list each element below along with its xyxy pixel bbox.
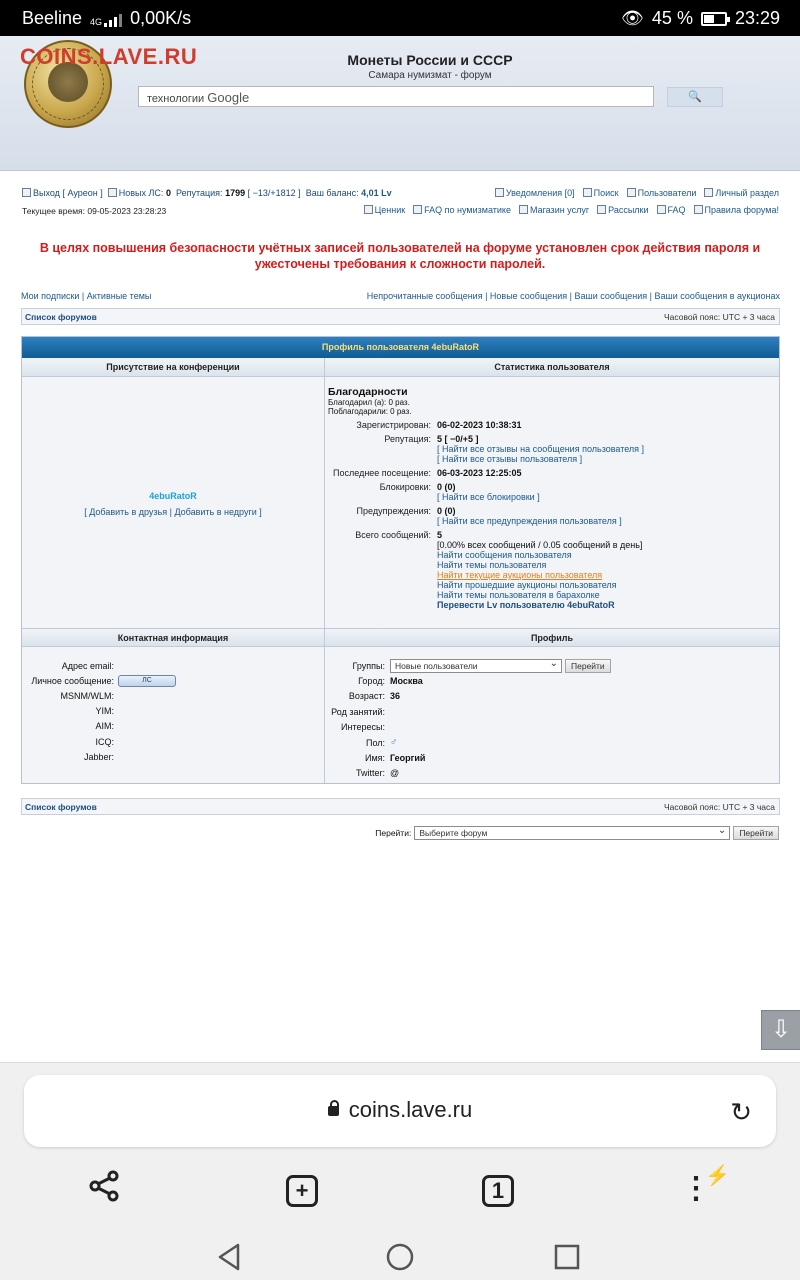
- rep-link-user[interactable]: [ Найти все отзывы пользователя ]: [437, 454, 583, 464]
- logo-text[interactable]: COINS.LAVE.RU: [20, 44, 198, 69]
- signal-icon: [90, 11, 122, 27]
- new-tab-icon[interactable]: +: [282, 1169, 322, 1209]
- menu-label: Магазин услуг: [529, 205, 590, 215]
- reputation-label: Репутация:: [384, 434, 431, 444]
- contact-header: Контактная информация: [22, 628, 324, 647]
- last-visit-value: 06-03-2023 12:25:05: [437, 468, 522, 478]
- menu-prices[interactable]: [364, 205, 406, 215]
- reload-icon[interactable]: ↻: [730, 1097, 752, 1127]
- menu-shop[interactable]: [519, 205, 589, 215]
- battery-percent: 45 %: [651, 8, 693, 28]
- interests-label: Интересы:: [341, 722, 385, 733]
- messages-links[interactable]: Непрочитанные сообщения | Новые сообщения | Ваши сообщения | Ваши сообщения в аукционах: [366, 291, 780, 301]
- profile-title: Профиль пользователя 4ebuRatoR: [22, 337, 779, 358]
- menu-icon[interactable]: ⋮: [681, 1172, 711, 1205]
- reputation-value: 5 [ −0/+5 ]: [437, 434, 479, 444]
- rep-label: Репутация:: [175, 188, 223, 198]
- exit-icon: [22, 188, 31, 197]
- browser-toolbar: [0, 1163, 800, 1215]
- price-icon: [364, 205, 373, 214]
- city-value: Москва: [390, 676, 423, 687]
- forum-select[interactable]: Выберите форум ⌄: [414, 826, 730, 840]
- share-icon[interactable]: [84, 1169, 124, 1209]
- contact-label: ICQ:: [95, 736, 114, 747]
- search-input[interactable]: [138, 86, 654, 107]
- rep-link-posts[interactable]: [ Найти все отзывы на сообщения пользователя ]: [437, 444, 645, 454]
- site-subtitle: Самара нумизмат - форум: [368, 70, 492, 81]
- mail-icon: [597, 205, 606, 214]
- pm-icon: [108, 188, 117, 197]
- tab-count: 1: [482, 1175, 514, 1207]
- menu-users[interactable]: [627, 188, 697, 198]
- bell-icon: [495, 188, 504, 197]
- age-label: Возраст:: [348, 691, 385, 702]
- contact-label: YIM:: [95, 706, 114, 717]
- security-alert: В целях повышения безопасности учётных записей пользователей на форуме установлен срок действия пароля и ужесточены требования к сложности паролей.: [39, 241, 761, 271]
- blocks-label: Блокировки:: [379, 482, 431, 492]
- user-bar: Выход [ Ауреон ] Новых ЛС: 0 Репутация: 1799 [ −13/+1812 ] Ваш баланс: 4,01 Lv: [22, 188, 392, 198]
- blocks-value: 0 (0): [437, 482, 456, 492]
- warnings-value: 0 (0): [437, 506, 456, 516]
- site-header: [0, 36, 800, 171]
- occupation-label: Род занятий:: [331, 706, 385, 717]
- timezone: Часовой пояс: UTC + 3 часа: [663, 312, 775, 322]
- warnings-label: Предупреждения:: [356, 506, 431, 516]
- thanks-title: Благодарности: [328, 386, 408, 398]
- menu-label: Личный раздел: [715, 188, 779, 198]
- menu-label: Правила форума!: [704, 205, 779, 215]
- carrier: Beeline: [22, 8, 83, 28]
- menu-faq[interactable]: [657, 205, 686, 215]
- web-content: [0, 36, 800, 1062]
- presence-header: Присутствие на конференции: [22, 358, 324, 377]
- posts-label: Всего сообщений:: [355, 530, 431, 540]
- site-title: Монеты России и СССР: [347, 52, 513, 68]
- transfer-lv-link[interactable]: Перевести Lv пользователю 4ebuRatoR: [437, 600, 615, 610]
- registered-value: 06-02-2023 10:38:31: [437, 420, 522, 430]
- menu-label: Поиск: [593, 188, 619, 198]
- timezone: Часовой пояс: UTC + 3 часа: [663, 802, 775, 812]
- rules-icon: [694, 205, 703, 214]
- warnings-link[interactable]: [ Найти все предупреждения пользователя ]: [437, 516, 622, 526]
- find-topics-link[interactable]: Найти темы пользователя: [437, 560, 547, 570]
- find-flea-topics-link[interactable]: Найти темы пользователя в барахолке: [437, 590, 600, 600]
- jump-label: Перейти:: [375, 828, 412, 838]
- clock: 23:29: [734, 8, 780, 28]
- profile-header: Профиль: [325, 628, 779, 647]
- menu-label: FAQ по нумизматике: [424, 205, 511, 215]
- bolt-icon: ⚡: [705, 1165, 730, 1187]
- breadcrumb-bottom: [21, 798, 780, 815]
- personal-icon: [704, 188, 713, 197]
- age-value: 36: [390, 691, 401, 702]
- contact-info: [26, 658, 320, 764]
- city-label: Город:: [358, 676, 385, 687]
- twitter-label: Twitter:: [355, 768, 385, 779]
- system-nav-bar: [0, 1231, 800, 1280]
- contact-label: Jabber:: [83, 751, 114, 762]
- menu-label: Рассылки: [608, 205, 649, 215]
- search-text: технологии: [147, 93, 205, 105]
- user-link[interactable]: Ауреон: [67, 188, 98, 198]
- name-label: Имя:: [364, 753, 385, 764]
- jump-to-forum: [375, 826, 779, 840]
- balance-value: 4,01 Lv: [361, 188, 392, 198]
- menu-mailing[interactable]: [597, 205, 648, 215]
- my-subscriptions-links[interactable]: Мои подписки | Активные темы: [21, 291, 152, 301]
- new-pm-count: 0: [165, 188, 171, 198]
- search-icon: [583, 188, 592, 197]
- blocks-link[interactable]: [ Найти все блокировки ]: [437, 492, 540, 502]
- scroll-down-button[interactable]: ⇩: [761, 1010, 800, 1050]
- recents-icon[interactable]: [547, 1237, 587, 1277]
- user-stats: [328, 386, 778, 610]
- top-menu: [495, 188, 779, 198]
- forums-list-link[interactable]: Список форумов: [25, 802, 97, 812]
- menu-faq-numismatics[interactable]: [413, 205, 511, 215]
- address-bar[interactable]: [24, 1075, 776, 1147]
- status-bar: [0, 0, 800, 36]
- groups-select[interactable]: Новые пользователи ⌄: [390, 659, 562, 673]
- quick-links: [21, 291, 780, 301]
- posts-value: 5: [437, 530, 443, 540]
- profile-table: [21, 336, 780, 784]
- browser-chrome: [0, 1062, 800, 1280]
- groups-label: Группы:: [352, 660, 385, 671]
- back-icon[interactable]: [210, 1237, 250, 1277]
- contact-label: Личное сообщение:: [31, 675, 114, 686]
- last-visit-label: Последнее посещение:: [333, 468, 431, 478]
- rep-detail: [ −13/+1812 ]: [247, 188, 301, 198]
- menu-label: Уведомления [0]: [505, 188, 575, 198]
- shop-icon: [519, 205, 528, 214]
- stats-header: Статистика пользователя: [325, 358, 779, 377]
- exit-link[interactable]: Выход: [33, 188, 60, 198]
- menu-notifications[interactable]: [495, 188, 575, 198]
- menu-label: Ценник: [374, 205, 406, 215]
- battery-icon: [701, 12, 727, 26]
- profile-info: [328, 658, 778, 781]
- current-time: Текущее время: 09-05-2023 23:28:23: [22, 206, 167, 216]
- rep-value: 1799: [225, 188, 246, 198]
- network-type: 4G: [90, 16, 103, 27]
- friend-links[interactable]: [ Добавить в друзья | Добавить в недруги ]: [84, 507, 262, 517]
- menu-label: FAQ: [667, 205, 686, 215]
- lock-icon: [328, 1106, 339, 1116]
- find-past-auctions-link[interactable]: Найти прошедшие аукционы пользователя: [437, 580, 617, 590]
- menu-rules[interactable]: [694, 205, 779, 215]
- eye-icon: 👁: [621, 8, 644, 28]
- help-icon: [413, 205, 422, 214]
- faq-icon: [657, 205, 666, 214]
- contact-label: Адрес email:: [61, 660, 114, 671]
- home-icon[interactable]: [380, 1237, 420, 1277]
- got-thanks: Поблагодарили: 0 раз.: [328, 407, 412, 416]
- menu-personal[interactable]: [704, 188, 779, 198]
- registered-label: Зарегистрирован:: [356, 420, 431, 430]
- thanked: Благодарил (а): 0 раз.: [328, 398, 410, 407]
- balance-label: Ваш баланс:: [305, 188, 359, 198]
- menu-search[interactable]: [583, 188, 619, 198]
- search-button[interactable]: 🔍: [667, 87, 723, 107]
- jump-go-button[interactable]: Перейти: [733, 826, 779, 840]
- name-value: Георгий: [390, 753, 426, 764]
- users-icon: [627, 188, 636, 197]
- contact-label: AIM:: [95, 721, 114, 732]
- posts-detail: [0.00% всех сообщений / 0.05 сообщений в день]: [437, 540, 643, 550]
- username: 4ebuRatoR: [149, 491, 197, 501]
- new-pm-label[interactable]: Новых ЛС:: [118, 188, 164, 198]
- forums-list-link[interactable]: Список форумов: [25, 312, 97, 322]
- second-menu: [364, 205, 779, 215]
- contact-label: MSNM/WLM:: [60, 690, 114, 701]
- menu-label: Пользователи: [637, 188, 697, 198]
- send-pm-button[interactable]: ЛС: [118, 675, 176, 687]
- network-speed: 0,00K/s: [130, 8, 192, 28]
- url-text: coins.lave.ru: [348, 1097, 473, 1122]
- gender-label: Пол:: [365, 737, 385, 748]
- user-presence: [22, 491, 324, 517]
- google-brand: Google: [207, 90, 250, 105]
- male-icon: ♂: [390, 737, 398, 749]
- twitter-value: @: [390, 768, 400, 779]
- groups-go-button[interactable]: Перейти: [565, 659, 611, 673]
- breadcrumb: [21, 308, 780, 325]
- find-posts-link[interactable]: Найти сообщения пользователя: [437, 550, 572, 560]
- column-divider: [324, 358, 325, 783]
- find-auctions-link[interactable]: Найти текущие аукционы пользователя: [437, 570, 603, 580]
- tabs-icon[interactable]: [478, 1169, 518, 1209]
